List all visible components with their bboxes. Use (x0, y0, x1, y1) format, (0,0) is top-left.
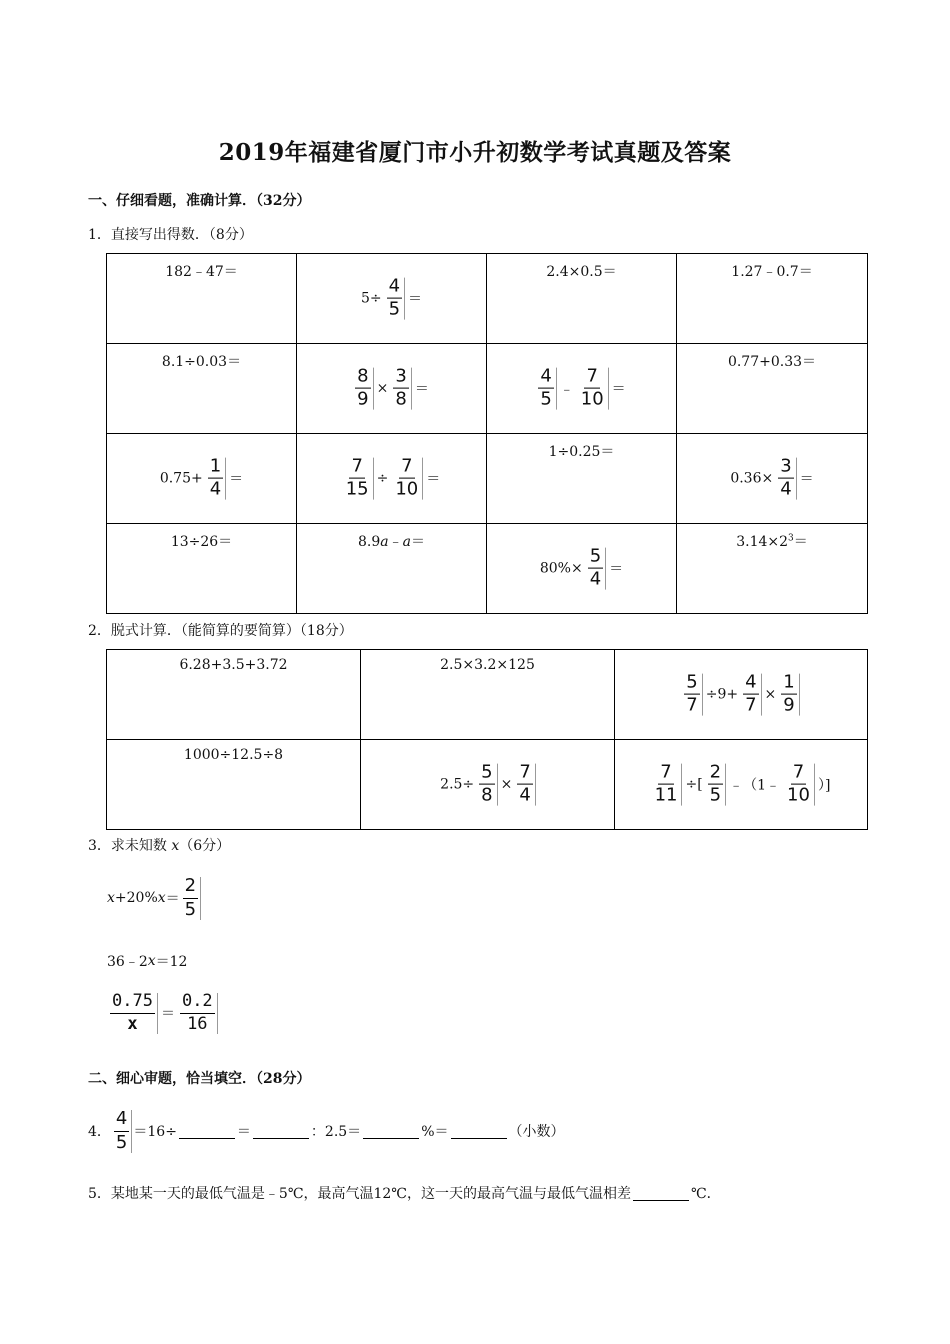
fraction: $\frac{4}{7}$ (741, 673, 761, 716)
problem-cell: 2.4×0.5＝ (546, 264, 617, 280)
table-row (107, 254, 868, 344)
fraction: $\frac{2}{5}$ (706, 763, 726, 806)
fraction: $\frac{5}{8}$ (477, 763, 497, 806)
problem-cell: 0.36× $\frac{3}{4}$ ＝ (730, 455, 814, 500)
problem-cell: $3.14\times 2^3=$ (736, 533, 808, 550)
question-1-label: 1．直接写出得数．（8分） (88, 227, 253, 243)
fraction: $\frac{0.2}{16}$ (178, 993, 218, 1034)
table-row (107, 650, 868, 740)
table-row (107, 434, 868, 524)
table-row (107, 344, 868, 434)
fraction: $\frac{1}{4}$ (206, 457, 226, 500)
problem-cell: 13÷26＝ (170, 534, 233, 550)
problem-cell: 6.28+3.5+3.72 (179, 657, 288, 673)
problem-cell: 0.75+ $\frac{1}{4}$ ＝ (159, 455, 244, 500)
problem-cell: $\frac{8}{9}$ × $\frac{3}{8}$ ＝ (297, 367, 486, 410)
problem-cell: 2.5÷ $\frac{5}{8}$ × $\frac{7}{4}$ (361, 763, 614, 806)
fraction: $\frac{0.75}{x}$ (108, 993, 158, 1034)
fraction: $\frac{1}{9}$ (779, 673, 799, 716)
fraction: $\frac{7}{10}$ (391, 457, 423, 500)
problem-cell: 8.9a﹣a＝ (358, 534, 425, 550)
problem-cell: 1000÷12.5÷8 (183, 747, 284, 763)
question-2-label: 2．脱式计算．（能简算的要简算）（18分） (88, 623, 353, 639)
fraction: $\frac{8}{9}$ (353, 367, 373, 410)
fraction: $\frac{7}{4}$ (515, 763, 535, 806)
problem-cell: $\frac{7}{15}$ ÷ $\frac{7}{10}$ ＝ (297, 457, 486, 500)
table-row (107, 740, 868, 830)
fraction: $\frac{5}{7}$ (682, 673, 702, 716)
table-row (107, 524, 868, 614)
answer-blank[interactable] (633, 1186, 689, 1201)
problem-cell: 5÷ $\frac{4}{5}$ ＝ (360, 275, 423, 320)
section-1-heading: 一、仔细看题，准确计算．（32分） (88, 193, 311, 209)
answer-blank[interactable] (253, 1124, 309, 1139)
question-5: 5．某地某一天的最低气温是﹣5℃，最高气温12℃，这一天的最高气温与最低气温相差 ℃． (88, 1186, 721, 1202)
fraction: $\frac{4}{5}$ (385, 277, 405, 320)
fraction: $\frac{2}{5}$ (181, 877, 201, 920)
fraction: $\frac{5}{4}$ (586, 547, 606, 590)
fraction: $\frac{4}{5}$ (112, 1110, 132, 1153)
fraction: $\frac{3}{4}$ (776, 457, 796, 500)
fraction: $\frac{3}{8}$ (391, 367, 411, 410)
problem-cell: $\frac{7}{11}$ ÷[ $\frac{2}{5}$ ﹣（1﹣ $\frac{7}{10}$ ）] (615, 763, 867, 806)
problem-cell: 0.77+0.33＝ (727, 354, 817, 370)
answer-blank[interactable] (179, 1124, 235, 1139)
question-4: 4． $\frac{4}{5}$ ＝16÷ ＝ ：2.5＝ %＝ （小数） (88, 1108, 565, 1153)
direct-calc-table (106, 253, 868, 614)
problem-cell: $\frac{5}{7}$ ÷9+ $\frac{4}{7}$ × $\frac{1}{9}$ (615, 673, 867, 716)
question-3-label: 3．求未知数 x（6分） (88, 838, 231, 854)
equation-1: x +20% x ＝ $\frac{2}{5}$ (107, 877, 202, 920)
step-calc-table (106, 649, 868, 830)
problem-cell: 182﹣47＝ (165, 264, 238, 280)
problem-cell: 80%× $\frac{5}{4}$ ＝ (539, 545, 624, 590)
problem-cell: 2.5×3.2×125 (440, 657, 535, 673)
equation-3: $\frac{0.75}{x}$ ＝ $\frac{0.2}{16}$ (107, 993, 219, 1034)
problem-cell: 1÷0.25＝ (548, 444, 615, 460)
fraction: $\frac{7}{11}$ (651, 763, 683, 806)
answer-blank[interactable] (363, 1124, 419, 1139)
fraction: $\frac{7}{15}$ (342, 457, 374, 500)
section-2-heading: 二、细心审题，恰当填空．（28分） (88, 1071, 311, 1087)
answer-blank[interactable] (451, 1124, 507, 1139)
document-title: 2019年福建省厦门市小升初数学考试真题及答案 (218, 139, 732, 166)
problem-cell: 8.1÷0.03＝ (161, 354, 242, 370)
fraction: $\frac{4}{5}$ (536, 367, 556, 410)
fraction: $\frac{7}{10}$ (577, 367, 609, 410)
problem-cell: 1.27﹣0.7＝ (731, 264, 813, 280)
problem-cell: $\frac{4}{5}$ ﹣ $\frac{7}{10}$ ＝ (487, 367, 676, 410)
fraction: $\frac{7}{10}$ (783, 763, 815, 806)
equation-2: 36﹣2 x ＝12 (107, 953, 188, 970)
